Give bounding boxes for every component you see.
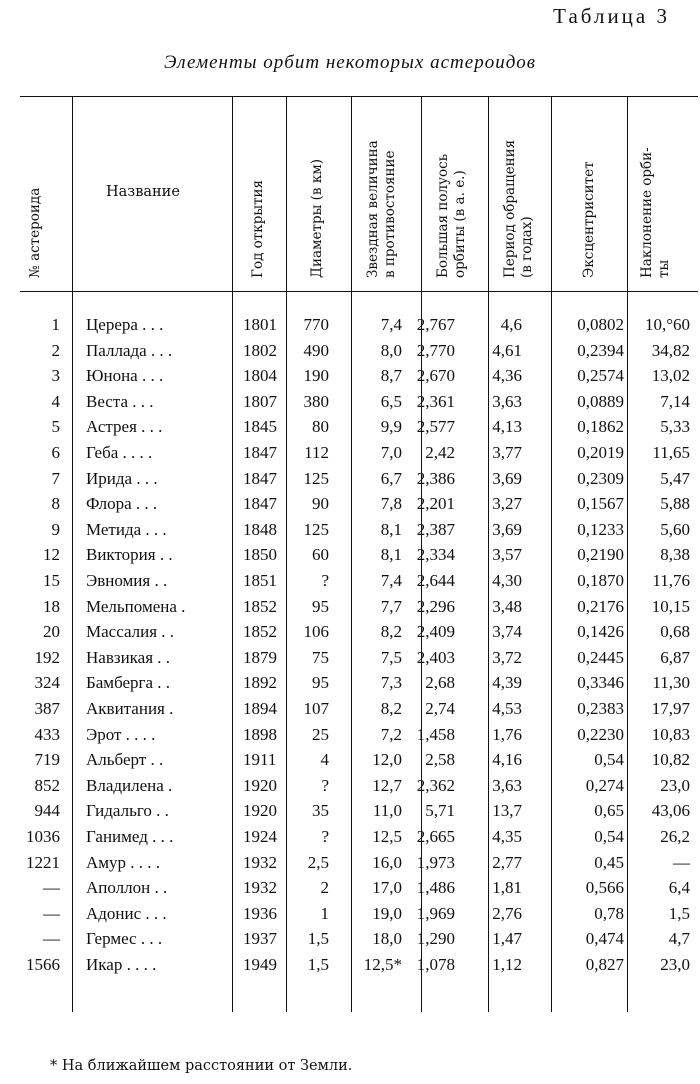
magnitude-cell: 12,5 xyxy=(372,827,402,846)
asteroid-number-cell: 6 xyxy=(51,443,60,462)
orbital-period-cell: 4,16 xyxy=(492,750,522,770)
magnitude-cell: 7,5 xyxy=(380,647,402,667)
inclination-cell: 4,7 xyxy=(668,929,690,949)
inclination-cell: 26,2 xyxy=(660,827,690,846)
inclination-cell: — xyxy=(673,852,690,872)
asteroid-number-cell: 387 xyxy=(34,699,60,718)
orbital-period-cell: 3,69 xyxy=(492,468,522,488)
diameter-cell: 2,5 xyxy=(307,852,329,872)
table-title: Элементы орбит некоторых астероидов xyxy=(163,52,537,73)
table-row xyxy=(0,392,700,417)
asteroid-number-cell: 15 xyxy=(43,571,60,590)
column-divider xyxy=(627,96,628,291)
asteroid-number-cell: — xyxy=(43,929,60,949)
semi-major-axis-cell: 2,665 xyxy=(416,827,455,846)
semi-major-axis-cell: 2,74 xyxy=(425,699,455,718)
semi-major-axis-cell: 1,486 xyxy=(416,878,455,898)
orbital-period-cell: 4,36 xyxy=(492,366,522,386)
discovery-year-cell: 1847 xyxy=(243,468,277,488)
discovery-year-cell: 1949 xyxy=(243,955,277,974)
diameter-cell: 95 xyxy=(312,596,329,616)
inclination-cell: 5,47 xyxy=(660,468,690,488)
orbital-period-cell: 4,6 xyxy=(500,315,522,334)
header-inclination-line2: ты xyxy=(656,259,672,278)
eccentricity-cell: 0,78 xyxy=(594,903,624,923)
column-divider xyxy=(286,96,287,291)
eccentricity-cell: 0,0889 xyxy=(577,391,624,411)
orbital-period-cell: 3,57 xyxy=(492,545,522,565)
asteroid-name-cell: Амур . . . . xyxy=(86,852,161,872)
inclination-cell: 1,5 xyxy=(668,903,690,923)
magnitude-cell: 7,4 xyxy=(380,315,402,334)
inclination-cell: 6,4 xyxy=(668,878,690,898)
header-magnitude-line1: Звездная величина xyxy=(365,140,381,278)
diameter-cell: 95 xyxy=(312,673,329,693)
discovery-year-cell: 1801 xyxy=(243,315,277,334)
asteroid-name-cell: Виктория . . xyxy=(86,545,173,565)
orbital-period-cell: 4,30 xyxy=(492,571,522,590)
inclination-cell: 5,33 xyxy=(660,417,690,437)
diameter-cell: ? xyxy=(321,571,329,590)
asteroid-name-cell: Аполлон . . xyxy=(86,878,168,898)
magnitude-cell: 7,8 xyxy=(380,494,402,514)
magnitude-cell: 7,2 xyxy=(380,724,402,744)
inclination-cell: 13,02 xyxy=(651,366,690,386)
inclination-cell: 10,82 xyxy=(651,750,690,770)
discovery-year-cell: 1892 xyxy=(243,673,277,693)
orbital-period-cell: 2,77 xyxy=(492,852,522,872)
semi-major-axis-cell: 2,770 xyxy=(416,340,455,360)
table-row xyxy=(0,801,700,826)
inclination-cell: 23,0 xyxy=(660,775,690,795)
eccentricity-cell: 0,1233 xyxy=(577,519,624,539)
column-divider xyxy=(421,96,422,291)
column-divider xyxy=(351,96,352,291)
eccentricity-cell: 0,1862 xyxy=(577,417,624,437)
magnitude-cell: 17,0 xyxy=(372,878,402,898)
discovery-year-cell: 1879 xyxy=(243,647,277,667)
diameter-cell: 1 xyxy=(320,903,329,923)
orbital-period-cell: 3,72 xyxy=(492,647,522,667)
discovery-year-cell: 1852 xyxy=(243,596,277,616)
asteroid-name-cell: Юнона . . . xyxy=(86,366,164,386)
inclination-cell: 5,60 xyxy=(660,519,690,539)
asteroid-number-cell: 944 xyxy=(34,801,60,821)
semi-major-axis-cell: 1,973 xyxy=(416,852,455,872)
table-row xyxy=(0,699,700,724)
asteroid-name-cell: Бамберга . . xyxy=(86,673,171,693)
magnitude-cell: 8,7 xyxy=(380,366,402,386)
inclination-cell: 5,88 xyxy=(660,494,690,514)
magnitude-cell: 12,7 xyxy=(372,775,402,795)
asteroid-number-cell: 20 xyxy=(43,622,60,642)
discovery-year-cell: 1936 xyxy=(243,903,277,923)
semi-major-axis-cell: 2,670 xyxy=(416,366,455,386)
header-semi-axis-line2: орбиты (в а. е.) xyxy=(452,170,468,278)
eccentricity-cell: 0,2309 xyxy=(577,468,624,488)
discovery-year-cell: 1845 xyxy=(243,417,277,437)
footnote: * На ближайшем расстоянии от Земли. xyxy=(50,1058,353,1074)
discovery-year-cell: 1911 xyxy=(243,750,277,770)
discovery-year-cell: 1924 xyxy=(243,827,277,846)
diameter-cell: 107 xyxy=(303,699,329,718)
discovery-year-cell: 1807 xyxy=(243,391,277,411)
semi-major-axis-cell: 2,644 xyxy=(416,571,455,590)
inclination-cell: 11,30 xyxy=(652,673,690,693)
orbital-period-cell: 3,63 xyxy=(492,391,522,411)
eccentricity-cell: 0,65 xyxy=(594,801,624,821)
magnitude-cell: 11,0 xyxy=(372,801,402,821)
magnitude-cell: 18,0 xyxy=(372,929,402,949)
discovery-year-cell: 1847 xyxy=(243,494,277,514)
semi-major-axis-cell: 1,458 xyxy=(416,724,455,744)
asteroid-number-cell: 4 xyxy=(51,391,60,411)
magnitude-cell: 12,0 xyxy=(372,750,402,770)
discovery-year-cell: 1894 xyxy=(243,699,277,718)
discovery-year-cell: 1898 xyxy=(243,724,277,744)
semi-major-axis-cell: 2,361 xyxy=(416,391,455,411)
asteroid-number-cell: 1036 xyxy=(26,827,60,846)
eccentricity-cell: 0,827 xyxy=(585,955,624,974)
asteroid-number-cell: 5 xyxy=(51,417,60,437)
semi-major-axis-cell: 2,42 xyxy=(425,443,455,462)
diameter-cell: 1,5 xyxy=(307,929,329,949)
table-row xyxy=(0,571,700,596)
asteroid-name-cell: Метида . . . xyxy=(86,519,167,539)
table-row xyxy=(0,955,700,980)
diameter-cell: 75 xyxy=(312,647,329,667)
column-divider xyxy=(551,96,552,291)
diameter-cell: 125 xyxy=(303,519,329,539)
discovery-year-cell: 1937 xyxy=(243,929,277,949)
semi-major-axis-cell: 2,409 xyxy=(416,622,455,642)
diameter-cell: 190 xyxy=(303,366,329,386)
table-row xyxy=(0,417,700,442)
asteroid-name-cell: Владилена . xyxy=(86,775,173,795)
table-row xyxy=(0,315,700,340)
asteroid-number-cell: — xyxy=(43,878,60,898)
header-name: Название xyxy=(106,184,180,200)
orbital-period-cell: 4,61 xyxy=(492,340,522,360)
semi-major-axis-cell: 2,296 xyxy=(416,596,455,616)
eccentricity-cell: 0,45 xyxy=(594,852,624,872)
semi-major-axis-cell: 2,58 xyxy=(425,750,455,770)
table-row xyxy=(0,494,700,519)
magnitude-cell: 8,2 xyxy=(380,699,402,718)
table-row xyxy=(0,725,700,750)
eccentricity-cell: 0,2190 xyxy=(577,545,624,565)
orbital-period-cell: 4,39 xyxy=(492,673,522,693)
magnitude-cell: 9,9 xyxy=(380,417,402,437)
orbital-period-cell: 1,12 xyxy=(492,955,522,974)
table-row xyxy=(0,520,700,545)
asteroid-name-cell: Гидальго . . xyxy=(86,801,169,821)
magnitude-cell: 16,0 xyxy=(372,852,402,872)
discovery-year-cell: 1851 xyxy=(243,571,277,590)
magnitude-cell: 8,1 xyxy=(380,519,402,539)
orbital-period-cell: 3,74 xyxy=(492,622,522,642)
inclination-cell: 10,83 xyxy=(651,724,690,744)
asteroid-name-cell: Церера . . . xyxy=(86,315,164,334)
orbital-period-cell: 1,47 xyxy=(492,929,522,949)
table-row xyxy=(0,929,700,954)
asteroid-name-cell: Икар . . . . xyxy=(86,955,157,974)
table-row xyxy=(0,827,700,852)
discovery-year-cell: 1847 xyxy=(243,443,277,462)
magnitude-cell: 19,0 xyxy=(372,903,402,923)
diameter-cell: 490 xyxy=(303,340,329,360)
asteroid-name-cell: Ирида . . . xyxy=(86,468,158,488)
table-row xyxy=(0,904,700,929)
eccentricity-cell: 0,2383 xyxy=(577,699,624,718)
diameter-cell: 25 xyxy=(312,724,329,744)
table-row xyxy=(0,443,700,468)
eccentricity-cell: 0,2019 xyxy=(577,443,624,462)
header-period-line2: (в годах) xyxy=(519,216,535,278)
semi-major-axis-cell: 2,201 xyxy=(416,494,455,514)
table-row xyxy=(0,853,700,878)
eccentricity-cell: 0,274 xyxy=(585,775,624,795)
magnitude-cell: 7,4 xyxy=(380,571,402,590)
table-row xyxy=(0,776,700,801)
asteroid-name-cell: Эрот . . . . xyxy=(86,724,156,744)
asteroid-name-cell: Эвномия . . xyxy=(86,571,168,590)
header-period-line1: Период обращения xyxy=(502,139,518,278)
asteroid-number-cell: 852 xyxy=(34,775,60,795)
eccentricity-cell: 0,2176 xyxy=(577,596,624,616)
discovery-year-cell: 1802 xyxy=(243,340,277,360)
header-inclination-line1: Наклонение орби- xyxy=(639,147,655,278)
asteroid-number-cell: 12 xyxy=(43,545,60,565)
column-divider xyxy=(72,96,73,291)
table-row xyxy=(0,648,700,673)
discovery-year-cell: 1920 xyxy=(243,775,277,795)
table-row xyxy=(0,878,700,903)
diameter-cell: 90 xyxy=(312,494,329,514)
orbital-period-cell: 3,77 xyxy=(492,443,522,462)
eccentricity-cell: 0,2230 xyxy=(577,724,624,744)
header-diameter: Диаметры (в км) xyxy=(309,158,325,278)
diameter-cell: 4 xyxy=(320,750,329,770)
magnitude-cell: 8,0 xyxy=(380,340,402,360)
asteroid-number-cell: 9 xyxy=(51,519,60,539)
asteroid-name-cell: Астрея . . . xyxy=(86,417,163,437)
inclination-cell: 11,65 xyxy=(652,443,690,462)
discovery-year-cell: 1852 xyxy=(243,622,277,642)
semi-major-axis-cell: 5,71 xyxy=(425,801,455,821)
orbital-period-cell: 3,63 xyxy=(492,775,522,795)
asteroid-number-cell: — xyxy=(43,903,60,923)
orbital-period-cell: 4,35 xyxy=(492,827,522,846)
diameter-cell: 125 xyxy=(303,468,329,488)
top-rule xyxy=(20,96,698,97)
inclination-cell: 23,0 xyxy=(660,955,690,974)
header-year: Год открытия xyxy=(250,179,266,278)
asteroid-name-cell: Мельпомена . xyxy=(86,596,186,616)
diameter-cell: 770 xyxy=(303,315,329,334)
asteroid-number-cell: 8 xyxy=(51,494,60,514)
column-divider xyxy=(232,96,233,291)
diameter-cell: 80 xyxy=(312,417,329,437)
table-row xyxy=(0,597,700,622)
asteroid-number-cell: 433 xyxy=(34,724,60,744)
asteroid-name-cell: Альберт . . xyxy=(86,750,164,770)
semi-major-axis-cell: 1,078 xyxy=(416,955,455,974)
diameter-cell: 106 xyxy=(303,622,329,642)
semi-major-axis-cell: 2,362 xyxy=(416,775,455,795)
semi-major-axis-cell: 2,387 xyxy=(416,519,455,539)
asteroid-name-cell: Навзикая . . xyxy=(86,647,171,667)
orbital-period-cell: 4,53 xyxy=(492,699,522,718)
orbital-period-cell: 13,7 xyxy=(492,801,522,821)
semi-major-axis-cell: 2,334 xyxy=(416,545,455,565)
orbital-period-cell: 1,81 xyxy=(492,878,522,898)
semi-major-axis-cell: 1,969 xyxy=(416,903,455,923)
discovery-year-cell: 1804 xyxy=(243,366,277,386)
orbital-period-cell: 3,69 xyxy=(492,519,522,539)
asteroid-name-cell: Паллада . . . xyxy=(86,340,173,360)
orbital-period-cell: 2,76 xyxy=(492,903,522,923)
asteroid-name-cell: Ганимед . . . xyxy=(86,827,174,846)
magnitude-cell: 7,0 xyxy=(380,443,402,462)
column-divider xyxy=(488,96,489,291)
eccentricity-cell: 0,2445 xyxy=(577,647,624,667)
asteroid-number-cell: 7 xyxy=(51,468,60,488)
header-number: № астероида xyxy=(27,187,43,278)
asteroid-number-cell: 324 xyxy=(34,673,60,693)
asteroid-number-cell: 3 xyxy=(51,366,60,386)
discovery-year-cell: 1848 xyxy=(243,519,277,539)
diameter-cell: 380 xyxy=(303,391,329,411)
orbital-period-cell: 3,48 xyxy=(492,596,522,616)
semi-major-axis-cell: 2,68 xyxy=(425,673,455,693)
eccentricity-cell: 0,3346 xyxy=(577,673,624,693)
semi-major-axis-cell: 2,577 xyxy=(416,417,455,437)
orbital-period-cell: 3,27 xyxy=(492,494,522,514)
eccentricity-cell: 0,0802 xyxy=(577,315,624,334)
eccentricity-cell: 0,474 xyxy=(585,929,624,949)
header-semi-axis-line1: Большая полуось xyxy=(435,153,451,278)
diameter-cell: 35 xyxy=(312,801,329,821)
discovery-year-cell: 1932 xyxy=(243,852,277,872)
table-row xyxy=(0,673,700,698)
asteroid-name-cell: Геба . . . . xyxy=(86,443,153,462)
inclination-cell: 6,87 xyxy=(660,647,690,667)
asteroid-number-cell: 1221 xyxy=(26,852,60,872)
header-magnitude-line2: в противостояние xyxy=(382,150,398,278)
eccentricity-cell: 0,2574 xyxy=(577,366,624,386)
asteroid-number-cell: 2 xyxy=(51,340,60,360)
magnitude-cell: 6,7 xyxy=(380,468,402,488)
inclination-cell: 11,76 xyxy=(652,571,690,590)
inclination-cell: 10,15 xyxy=(651,596,690,616)
eccentricity-cell: 0,1426 xyxy=(577,622,624,642)
eccentricity-cell: 0,2394 xyxy=(577,340,624,360)
inclination-cell: 43,06 xyxy=(651,801,690,821)
discovery-year-cell: 1932 xyxy=(243,878,277,898)
magnitude-cell: 7,7 xyxy=(380,596,402,616)
discovery-year-cell: 1850 xyxy=(243,545,277,565)
diameter-cell: 112 xyxy=(304,443,329,462)
table-row xyxy=(0,545,700,570)
semi-major-axis-cell: 2,386 xyxy=(416,468,455,488)
discovery-year-cell: 1920 xyxy=(243,801,277,821)
diameter-cell: ? xyxy=(321,827,329,846)
asteroid-name-cell: Массалия . . xyxy=(86,622,175,642)
asteroid-name-cell: Гермес . . . xyxy=(86,929,163,949)
eccentricity-cell: 0,1870 xyxy=(577,571,624,590)
table-row xyxy=(0,469,700,494)
asteroid-number-cell: 1566 xyxy=(26,955,60,974)
magnitude-cell: 6,5 xyxy=(380,391,402,411)
diameter-cell: 1,5 xyxy=(307,955,329,974)
inclination-cell: 0,68 xyxy=(660,622,690,642)
magnitude-cell: 8,1 xyxy=(380,545,402,565)
inclination-cell: 7,14 xyxy=(660,391,690,411)
magnitude-cell: 12,5* xyxy=(363,955,402,974)
eccentricity-cell: 0,1567 xyxy=(577,494,624,514)
asteroid-name-cell: Адонис . . . xyxy=(86,903,167,923)
diameter-cell: 60 xyxy=(312,545,329,565)
inclination-cell: 34,82 xyxy=(651,340,690,360)
table-row xyxy=(0,622,700,647)
header-eccentricity: Эксцентриситет xyxy=(581,161,597,278)
inclination-cell: 10,°60 xyxy=(644,315,690,334)
orbital-period-cell: 4,13 xyxy=(492,417,522,437)
table-label: Таблица 3 xyxy=(553,4,670,28)
inclination-cell: 17,97 xyxy=(651,699,690,718)
eccentricity-cell: 0,566 xyxy=(585,878,624,898)
semi-major-axis-cell: 2,403 xyxy=(416,647,455,667)
header-rule xyxy=(20,291,698,292)
asteroid-name-cell: Аквитания . xyxy=(86,699,174,718)
eccentricity-cell: 0,54 xyxy=(594,827,624,846)
asteroid-name-cell: Флора . . . xyxy=(86,494,158,514)
asteroid-number-cell: 18 xyxy=(43,596,60,616)
asteroid-number-cell: 719 xyxy=(34,750,60,770)
asteroid-number-cell: 1 xyxy=(51,315,60,334)
orbital-period-cell: 1,76 xyxy=(492,724,522,744)
asteroid-number-cell: 192 xyxy=(34,647,60,667)
magnitude-cell: 7,3 xyxy=(380,673,402,693)
diameter-cell: ? xyxy=(321,775,329,795)
semi-major-axis-cell: 2,767 xyxy=(416,315,455,334)
semi-major-axis-cell: 1,290 xyxy=(416,929,455,949)
asteroid-name-cell: Веста . . . xyxy=(86,391,154,411)
table-row xyxy=(0,750,700,775)
magnitude-cell: 8,2 xyxy=(380,622,402,642)
table-row xyxy=(0,341,700,366)
eccentricity-cell: 0,54 xyxy=(594,750,624,770)
table-row xyxy=(0,366,700,391)
diameter-cell: 2 xyxy=(320,878,329,898)
inclination-cell: 8,38 xyxy=(660,545,690,565)
